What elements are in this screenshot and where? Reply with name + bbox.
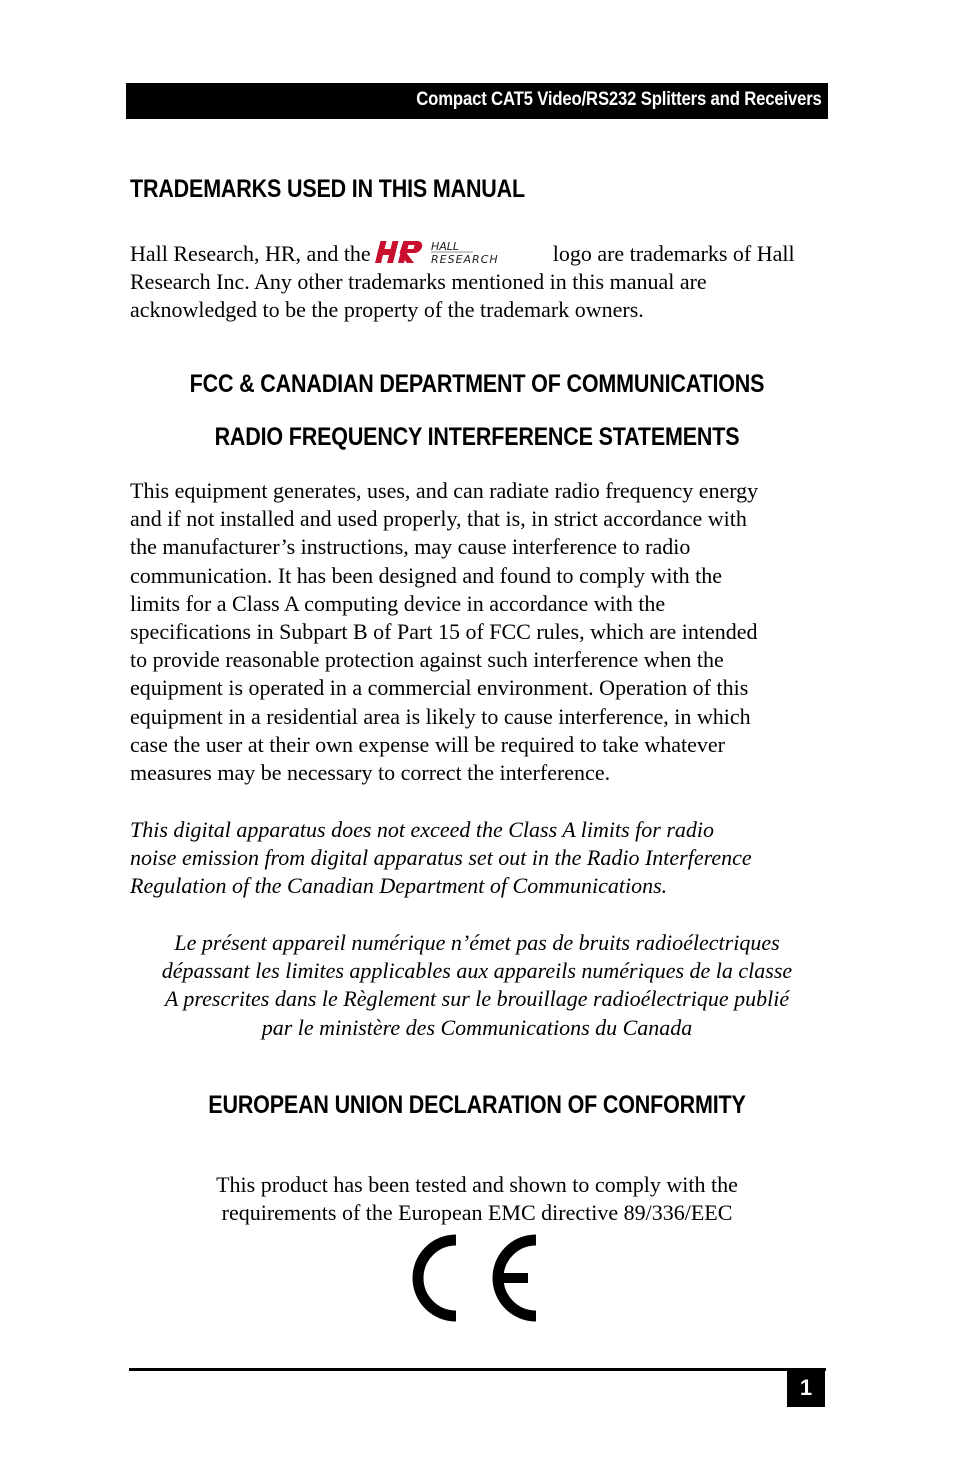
fcc-line: case the user at their own expense will be required to take whatever	[130, 731, 725, 757]
fcc-line: to provide reasonable protection against such interference when the	[130, 647, 724, 673]
canada-french-line: par le ministère des Communications du Canada	[261, 1014, 693, 1040]
trademarks-heading: TRADEMARKS USED IN THIS MANUAL	[130, 175, 525, 203]
eu-heading: EUROPEAN UNION DECLARATION OF CONFORMITY	[208, 1091, 746, 1119]
canada-statement-french	[126, 929, 828, 1042]
ce-mark-icon	[408, 1228, 542, 1328]
canada-english-line: Regulation of the Canadian Department of Communications.	[130, 873, 668, 899]
canada-french-line: Le présent appareil numérique n’émet pas de bruits radioélectriques	[174, 930, 780, 955]
fcc-line: limits for a Class A computing device in accordance with the	[130, 590, 666, 616]
canada-english-line: This digital apparatus does not exceed the Class A limits for radio	[130, 817, 715, 842]
eu-line: This product has been tested and shown to comply with the	[216, 1172, 738, 1197]
fcc-line: equipment is operated in a commercial environment. Operation of this	[130, 675, 749, 701]
trademarks-line-1	[130, 239, 830, 268]
page-number: 1	[799, 1375, 813, 1400]
fcc-line: communication. It has been designed and found to comply with the	[130, 562, 723, 588]
fcc-line: the manufacturer’s instructions, may cause interference to radio	[130, 534, 691, 560]
trademarks-line-3: acknowledged to be the property of the trademark owners.	[130, 297, 644, 323]
rfi-heading: RADIO FREQUENCY INTERFERENCE STATEMENTS	[214, 423, 740, 451]
trademarks-text-before-logo: Hall Research, HR, and the	[130, 241, 371, 266]
page-number-box	[787, 1371, 825, 1407]
canada-french-line: dépassant les limites applicables aux appareils numériques de la classe	[161, 958, 793, 984]
header-bar	[126, 83, 828, 119]
fcc-heading: FCC & CANADIAN DEPARTMENT OF COMMUNICATIONS	[189, 370, 765, 398]
hall-research-logo-icon	[373, 239, 533, 265]
fcc-line: specifications in Subpart B of Part 15 of FCC rules, which are intended	[130, 619, 758, 645]
trademarks-line-2: Research Inc. Any other trademarks mentioned in this manual are	[130, 269, 707, 295]
fcc-line: and if not installed and used properly, that is, in strict accordance with	[130, 506, 747, 532]
document-title: Compact CAT5 Video/RS232 Splitters and Receivers	[416, 89, 822, 110]
fcc-line: This equipment generates, uses, and can radiate radio frequency energy	[130, 478, 759, 503]
footer-rule	[129, 1368, 826, 1371]
canada-statement-english	[130, 816, 830, 901]
fcc-line: equipment in a residential area is likely to cause interference, in which	[130, 703, 751, 729]
eu-line: requirements of the European EMC directive 89/336/EEC	[221, 1200, 733, 1226]
fcc-paragraph	[130, 477, 830, 787]
trademarks-text-after-logo: logo are trademarks of Hall	[552, 241, 795, 266]
canada-french-line: A prescrites dans le Règlement sur le brouillage radioélectrique publié	[164, 986, 790, 1012]
trademarks-paragraph	[130, 239, 830, 325]
canada-english-line: noise emission from digital apparatus set out in the Radio Interference	[130, 845, 752, 871]
fcc-line: measures may be necessary to correct the interference.	[130, 760, 611, 786]
logo-word-bottom: RESEARCH	[430, 253, 499, 265]
eu-paragraph	[126, 1171, 828, 1227]
logo-word-top: HALL	[430, 240, 459, 253]
